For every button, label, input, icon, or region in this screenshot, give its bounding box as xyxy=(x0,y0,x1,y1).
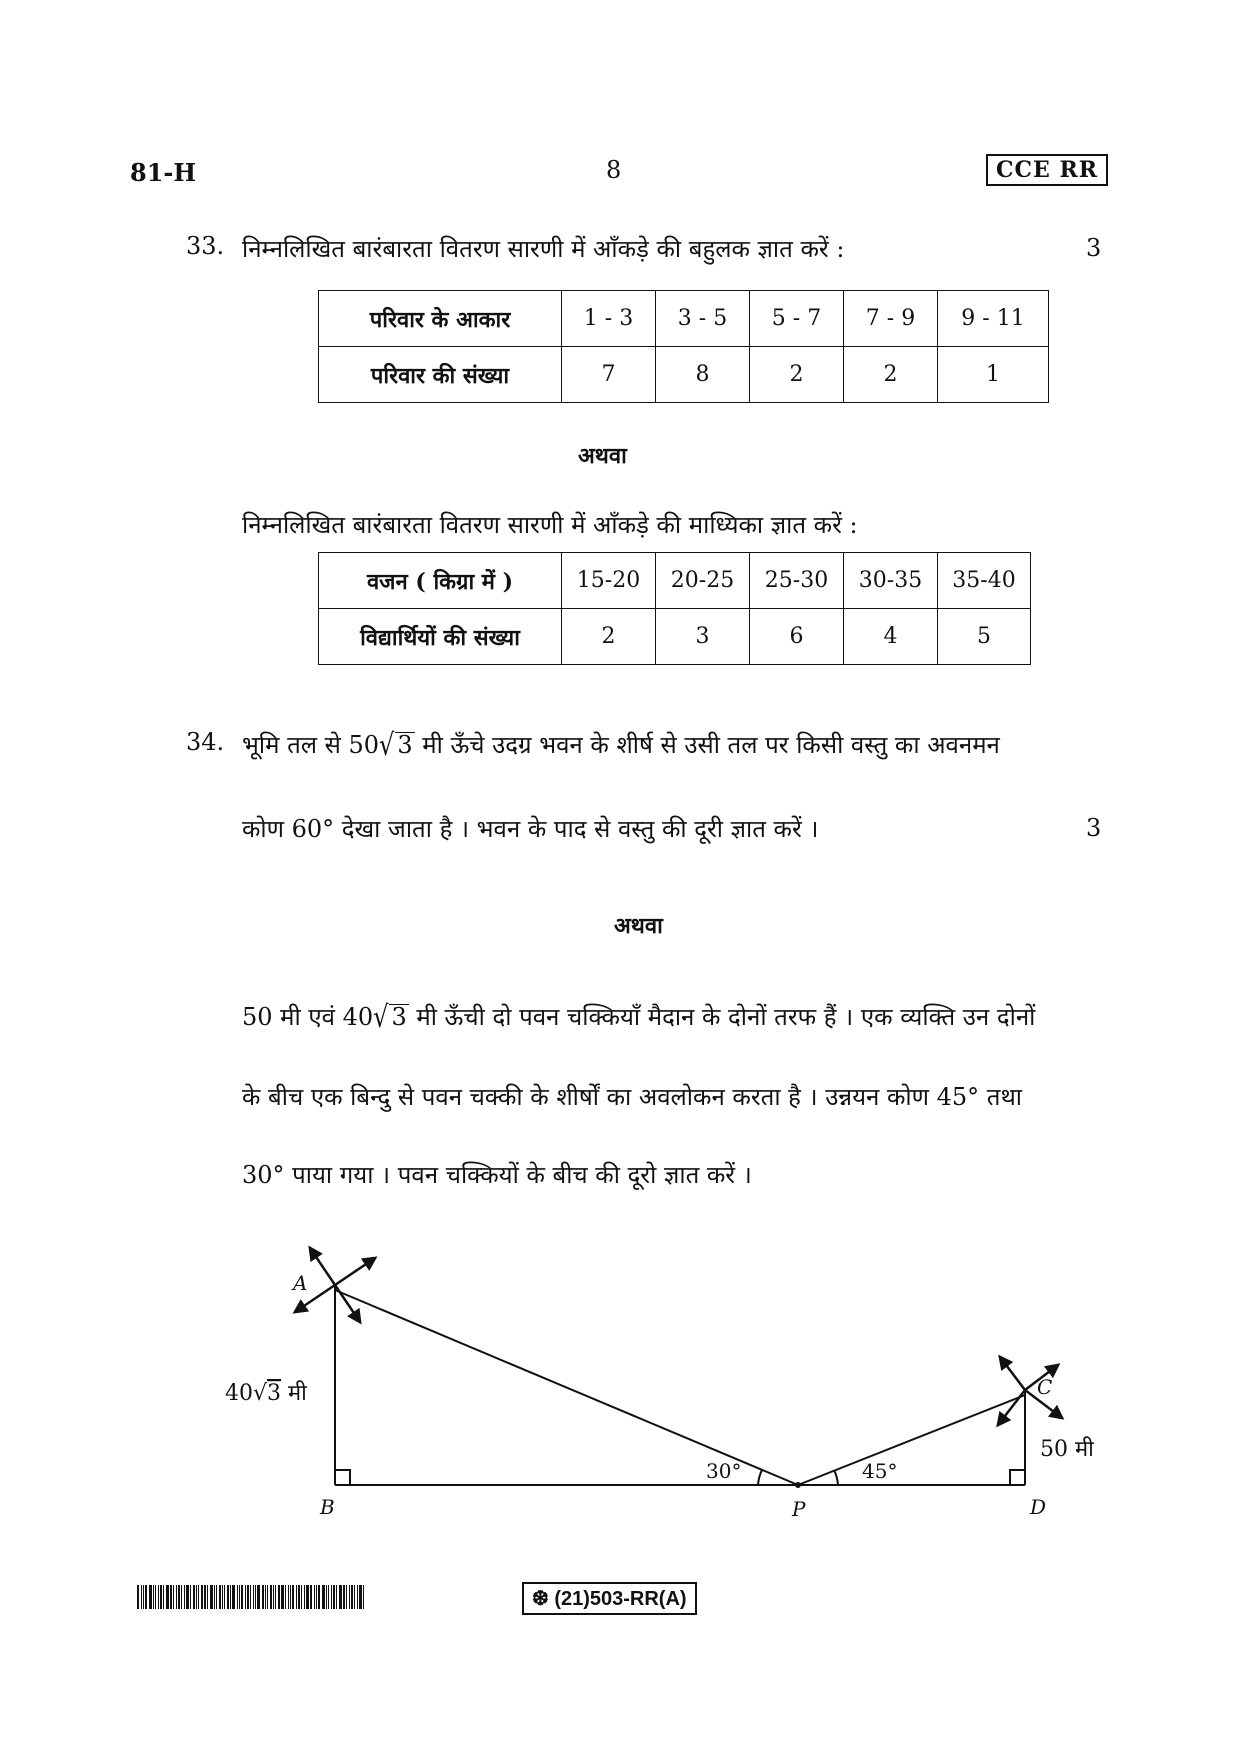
barcode-bar xyxy=(170,1585,172,1609)
q34-line1-sqrt: 3 xyxy=(397,731,413,759)
blade xyxy=(1000,1357,1025,1390)
barcode-bar xyxy=(163,1585,164,1609)
q34-line1: भूमि तल से 50√ 3 मी ऊँचे उदग्र भवन के शीर्ष से उसी तल पर किसी वस्तु का अवनमन xyxy=(242,727,1000,763)
table-cell: 2 xyxy=(750,347,844,403)
q33-text: निम्नलिखित बारंबारता वितरण सारणी में आँकड़े की बहुलक ज्ञात करें : xyxy=(242,235,845,263)
barcode-bar xyxy=(193,1585,195,1609)
barcode-bar xyxy=(141,1585,142,1609)
barcode-bar xyxy=(257,1585,260,1609)
table-cell: 30-35 xyxy=(844,553,938,609)
barcode-bar xyxy=(232,1585,235,1609)
barcode-bar xyxy=(255,1585,256,1609)
barcode-bar xyxy=(318,1585,320,1609)
height-left-prefix: 40 xyxy=(225,1381,253,1406)
label-point-p: P xyxy=(792,1497,806,1521)
barcode-bar xyxy=(196,1585,197,1609)
table-cell: 2 xyxy=(844,347,938,403)
q33-alt-row1-label: वजन ( किग्रा में ) xyxy=(319,553,562,609)
angle-arc-left xyxy=(758,1470,762,1485)
barcode-bar xyxy=(346,1585,347,1609)
footer-code-text: (21)503-RR(A) xyxy=(554,1588,687,1610)
sightline-pc xyxy=(798,1395,1025,1485)
barcode-bar xyxy=(314,1585,315,1609)
barcode-bar xyxy=(306,1585,309,1609)
barcode-bar xyxy=(322,1585,325,1609)
barcode-bar xyxy=(333,1585,335,1609)
table-cell: 15-20 xyxy=(562,553,656,609)
label-point-a: A xyxy=(293,1271,308,1295)
table-cell: 7 - 9 xyxy=(844,291,938,347)
label-point-b: B xyxy=(320,1495,335,1519)
barcode-bar xyxy=(160,1585,162,1609)
blade xyxy=(998,1390,1025,1425)
angle-label-right: 45° xyxy=(862,1459,898,1483)
q34-alt-line1-sqrt: 3 xyxy=(391,1003,407,1031)
barcode-bar xyxy=(349,1585,350,1609)
barcode-bar xyxy=(351,1585,353,1609)
label-point-c: C xyxy=(1037,1375,1053,1399)
q33-marks: 3 xyxy=(1086,234,1102,262)
barcode-bar xyxy=(204,1585,206,1609)
barcode-bar xyxy=(273,1585,274,1609)
barcode-bar xyxy=(178,1585,180,1609)
sightline-pa xyxy=(335,1290,798,1485)
barcode-bar xyxy=(278,1585,280,1609)
barcode-bar xyxy=(176,1585,177,1609)
barcode-bar xyxy=(149,1585,152,1609)
barcode-bar xyxy=(181,1585,182,1609)
table-cell: 9 - 11 xyxy=(938,291,1049,347)
barcode-bar xyxy=(262,1585,264,1609)
barcode-bar xyxy=(153,1585,154,1609)
barcode-bar xyxy=(253,1585,254,1609)
point-p-dot xyxy=(795,1482,801,1488)
q34-line2: कोण 60° देखा जाता है । भवन के पाद से वस्तु की दूरी ज्ञात करें । xyxy=(242,815,819,843)
table-cell: 7 xyxy=(562,347,656,403)
barcode-bar xyxy=(281,1585,284,1609)
barcode-bar xyxy=(331,1585,332,1609)
barcode-bar xyxy=(328,1585,329,1609)
q34-alt-line3: 30° पाया गया । पवन चक्कियों के बीच की दूरो ज्ञात करें । xyxy=(242,1161,752,1189)
height-left-sqrt: 3 xyxy=(267,1381,282,1406)
height-label-left xyxy=(225,1380,307,1406)
barcode-bar xyxy=(239,1585,240,1609)
barcode-bar xyxy=(343,1585,345,1609)
q34-line1-part2: मी ऊँचे उदग्र भवन के शीर्ष से उसी तल पर किसी वस्तु का अवनमन xyxy=(414,731,1000,759)
label-point-d: D xyxy=(1030,1495,1047,1519)
barcode-bar xyxy=(288,1585,289,1609)
q34-or-label: अथवा xyxy=(614,913,663,939)
barcode-bar xyxy=(216,1585,217,1609)
barcode-bar xyxy=(326,1585,327,1609)
height-left-unit: मी xyxy=(281,1381,307,1406)
q33-row1-label: परिवार के आकार xyxy=(319,291,562,347)
barcode-bar xyxy=(310,1585,312,1609)
q33-alt-text: निम्नलिखित बारंबारता वितरण सारणी में आँकड़े की माध्यिका ज्ञात करें : xyxy=(242,511,858,539)
barcode-bar xyxy=(219,1585,221,1609)
sqrt-symbol: √ xyxy=(253,1381,268,1406)
barcode-bar xyxy=(363,1585,364,1609)
barcode-bar xyxy=(224,1585,225,1609)
right-angle-b xyxy=(335,1470,350,1485)
q33-row2-label: परिवार की संख्या xyxy=(319,347,562,403)
barcode-bar xyxy=(210,1585,213,1609)
barcode-bar xyxy=(214,1585,215,1609)
table-cell: 20-25 xyxy=(656,553,750,609)
table-cell: 25-30 xyxy=(750,553,844,609)
barcode-bar xyxy=(155,1585,156,1609)
barcode-bar xyxy=(265,1585,266,1609)
barcode-bar xyxy=(292,1585,294,1609)
table-cell: 3 - 5 xyxy=(656,291,750,347)
barcode-bar xyxy=(267,1585,268,1609)
q34-alt-line1: 50 मी एवं 40√ 3 मी ऊँची दो पवन चक्कियाँ मैदान के दोनों तरफ हैं । एक व्यक्ति उन दोनों xyxy=(242,999,1036,1035)
table-cell: 1 - 3 xyxy=(562,291,656,347)
blade xyxy=(310,1248,335,1285)
table-cell: 1 xyxy=(938,347,1049,403)
barcode-bar xyxy=(190,1585,191,1609)
table-cell: 3 xyxy=(656,609,750,665)
q34-number: 34. xyxy=(186,728,225,756)
barcode-bar xyxy=(241,1585,243,1609)
angle-label-left: 30° xyxy=(706,1459,742,1483)
paper-code: 81-H xyxy=(130,158,197,187)
q33-or-label: अथवा xyxy=(578,443,627,469)
q34-line1-part1: भूमि तल से 50 xyxy=(242,731,380,759)
barcode-bar xyxy=(201,1585,203,1609)
barcode-bar xyxy=(247,1585,249,1609)
table-cell: 5 - 7 xyxy=(750,291,844,347)
barcode-bar xyxy=(245,1585,246,1609)
windmill-right-blades xyxy=(998,1357,1062,1425)
barcode-bar xyxy=(207,1585,208,1609)
barcode-bar xyxy=(137,1585,139,1609)
barcode-bar xyxy=(166,1585,169,1609)
barcode-bar xyxy=(227,1585,229,1609)
q33-number: 33. xyxy=(186,232,225,260)
barcode-bar xyxy=(230,1585,231,1609)
barcode-bar xyxy=(145,1585,147,1609)
table-cell: 6 xyxy=(750,609,844,665)
q34-alt-line2: के बीच एक बिन्दु से पवन चक्की के शीर्षों का अवलोकन करता है । उन्नयन कोण 45° तथा xyxy=(242,1083,1023,1111)
barcode-bar xyxy=(296,1585,297,1609)
barcode-bar xyxy=(316,1585,317,1609)
page-number: 8 xyxy=(606,156,622,184)
barcode-bar xyxy=(285,1585,286,1609)
table-cell: 4 xyxy=(844,609,938,665)
barcode-bar xyxy=(359,1585,362,1609)
barcode-bar xyxy=(357,1585,358,1609)
height-label-right: 50 मी xyxy=(1040,1437,1094,1462)
barcode-bar xyxy=(301,1585,302,1609)
footer-code xyxy=(522,1582,697,1615)
q34-marks: 3 xyxy=(1086,814,1102,842)
table-cell: 35-40 xyxy=(938,553,1031,609)
snowflake-icon: ❆ xyxy=(532,1588,549,1610)
barcode-bar xyxy=(184,1585,185,1609)
q33-alt-row2-label: विद्यार्थियों की संख्या xyxy=(319,609,562,665)
right-angle-d xyxy=(1010,1470,1025,1485)
barcode-bar xyxy=(304,1585,305,1609)
barcode-bar xyxy=(198,1585,199,1609)
barcode-bar xyxy=(250,1585,251,1609)
blade xyxy=(335,1285,360,1322)
barcode-bar xyxy=(298,1585,300,1609)
barcode xyxy=(137,1585,369,1609)
barcode-bar xyxy=(143,1585,144,1609)
angle-arc-right xyxy=(834,1470,838,1485)
blade xyxy=(335,1258,375,1285)
barcode-bar xyxy=(173,1585,174,1609)
series-label: CCE RR xyxy=(986,154,1108,186)
barcode-bar xyxy=(339,1585,342,1609)
barcode-bar xyxy=(290,1585,291,1609)
barcode-bar xyxy=(222,1585,223,1609)
barcode-bar xyxy=(354,1585,355,1609)
table-cell: 2 xyxy=(562,609,656,665)
table-cell: 8 xyxy=(656,347,750,403)
barcode-bar xyxy=(275,1585,276,1609)
barcode-bar xyxy=(186,1585,189,1609)
barcode-bar xyxy=(270,1585,272,1609)
q34-alt-line1-part2: मी ऊँची दो पवन चक्कियाँ मैदान के दोनों तरफ हैं । एक व्यक्ति उन दोनों xyxy=(408,1003,1036,1031)
barcode-bar xyxy=(336,1585,337,1609)
barcode-bar xyxy=(158,1585,159,1609)
q34-alt-line1-part1: 50 मी एवं 40 xyxy=(242,1003,374,1031)
barcode-bar xyxy=(237,1585,238,1609)
table-cell: 5 xyxy=(938,609,1031,665)
